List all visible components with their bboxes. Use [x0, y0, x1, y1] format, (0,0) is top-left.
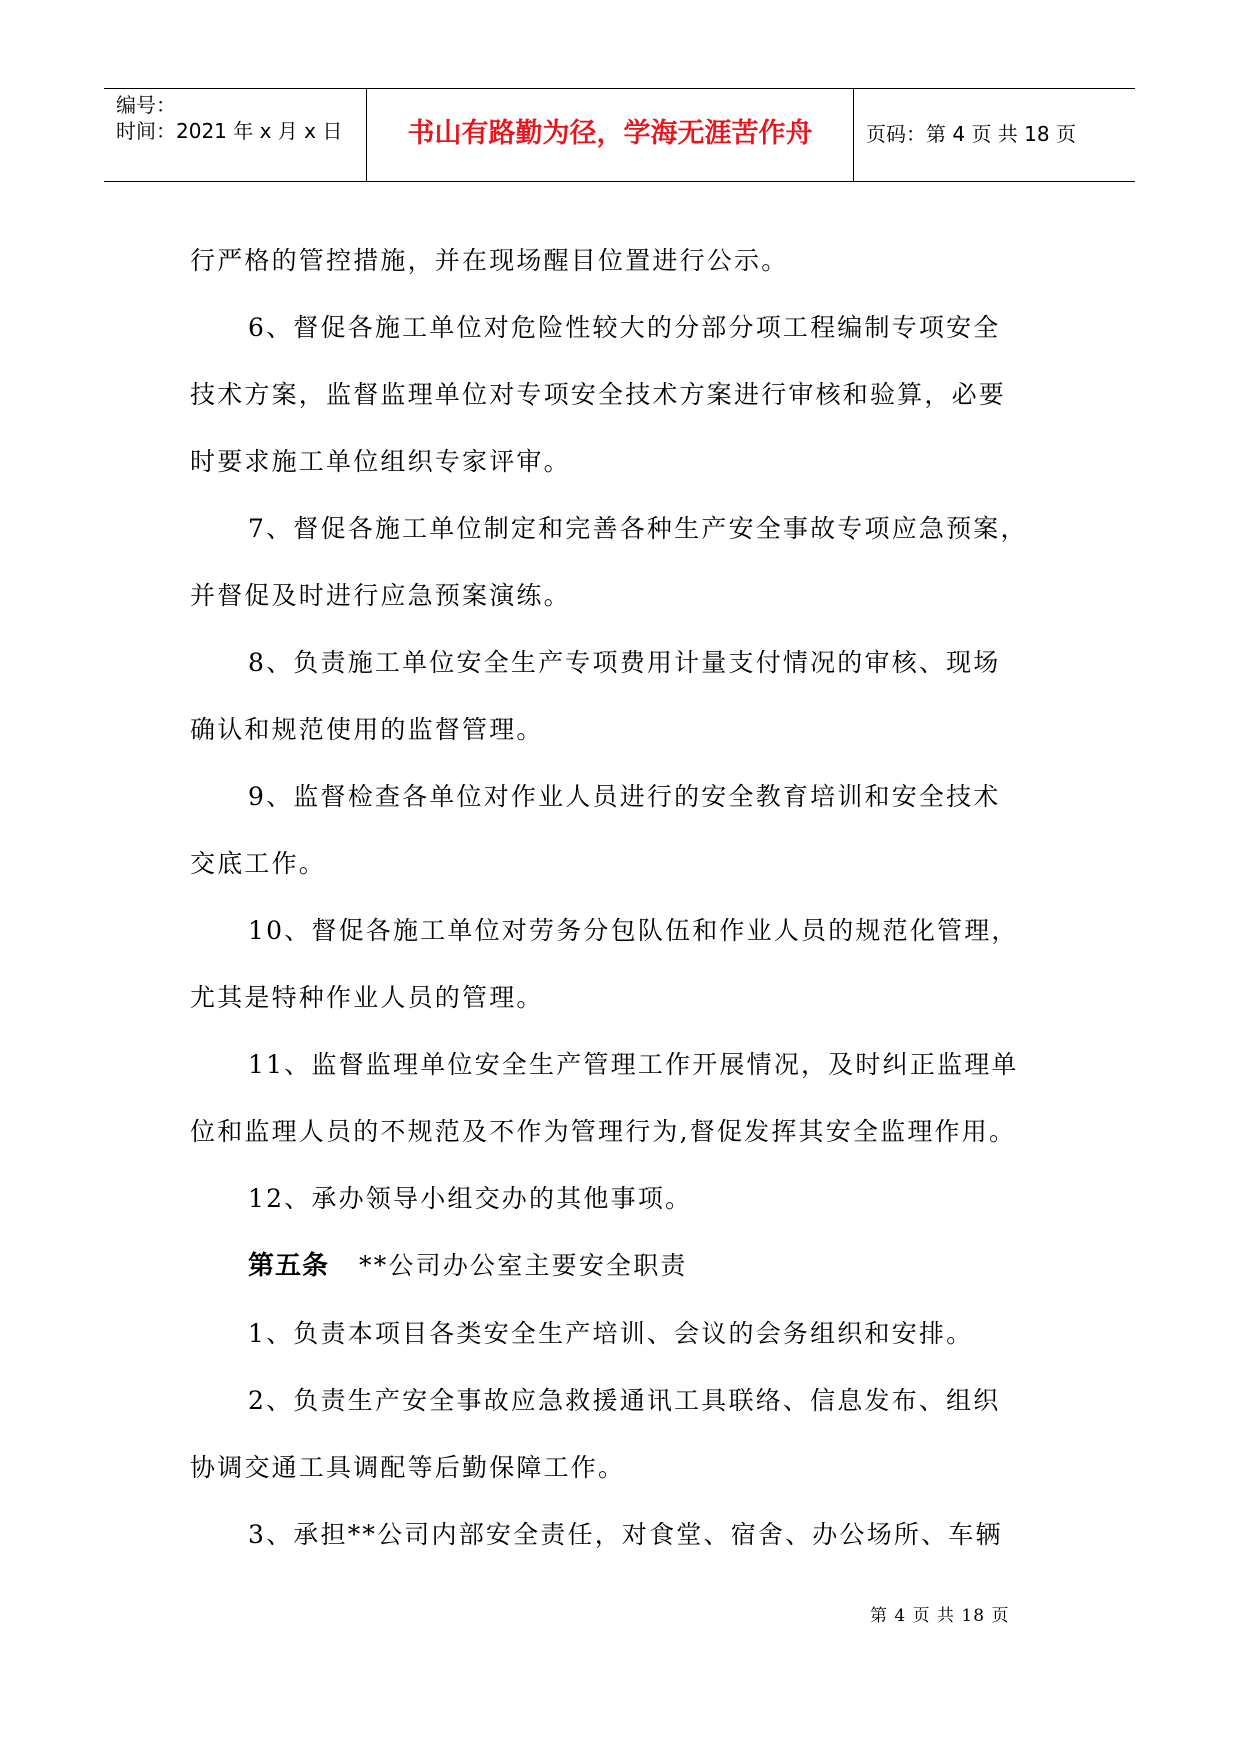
body-line: 时要求施工单位组织专家评审。: [190, 447, 571, 476]
body-line: 协调交通工具调配等后勤保障工作。: [190, 1453, 626, 1482]
header-page-info: 页码：第 4 页 共 18 页: [866, 122, 1076, 146]
document-body: [190, 227, 1070, 1568]
document-number-label: 编号：: [116, 93, 176, 117]
body-line: 位和监理人员的不规范及不作为管理行为,督促发挥其安全监理作用。: [190, 1117, 1017, 1146]
body-line: 并督促及时进行应急预案演练。: [190, 581, 571, 610]
body-line: 技术方案，监督监理单位对专项安全技术方案进行审核和验算，必要: [190, 380, 1007, 409]
body-line: 8、负责施工单位安全生产专项费用计量支付情况的审核、现场: [248, 648, 1001, 677]
body-line: 行严格的管控措施，并在现场醒目位置进行公示。: [190, 246, 789, 275]
body-line: 7、督促各施工单位制定和完善各种生产安全事故专项应急预案，: [248, 514, 1028, 543]
body-line: 12、承办领导小组交办的其他事项。: [248, 1184, 693, 1213]
header-motto-cell: [367, 89, 854, 181]
body-line: 10、督促各施工单位对劳务分包队伍和作业人员的规范化管理，: [248, 916, 1019, 945]
body-line: 9、监督检查各单位对作业人员进行的安全教育培训和安全技术: [248, 782, 1001, 811]
article-number: 第五条: [248, 1251, 330, 1281]
body-line: 交底工作。: [190, 849, 327, 878]
header-meta-cell: [104, 89, 367, 181]
header-page-cell: [854, 89, 1135, 181]
header-motto: 书山有路勤为径，学海无涯苦作舟: [407, 118, 813, 149]
body-line: 11、监督监理单位安全生产管理工作开展情况，及时纠正监理单: [248, 1050, 1019, 1079]
body-line: 3、承担**公司内部安全责任，对食堂、宿舍、办公场所、车辆: [248, 1520, 1003, 1549]
page-footer: 第 4 页 共 18 页: [870, 1606, 1010, 1626]
body-line: 确认和规范使用的监督管理。: [190, 715, 544, 744]
body-line: 6、督促各施工单位对危险性较大的分部分项工程编制专项安全: [248, 313, 1001, 342]
page-header: [104, 88, 1135, 182]
article-heading: [190, 1232, 1070, 1300]
body-line: 尤其是特种作业人员的管理。: [190, 983, 544, 1012]
body-line: 1、负责本项目各类安全生产培训、会议的会务组织和安排。: [248, 1319, 974, 1348]
article-title: **公司办公室主要安全职责: [359, 1251, 688, 1280]
body-line: 2、负责生产安全事故应急救援通讯工具联络、信息发布、组织: [248, 1386, 1001, 1415]
document-time-label: 时间：2021 年 x 月 x 日: [116, 119, 343, 143]
